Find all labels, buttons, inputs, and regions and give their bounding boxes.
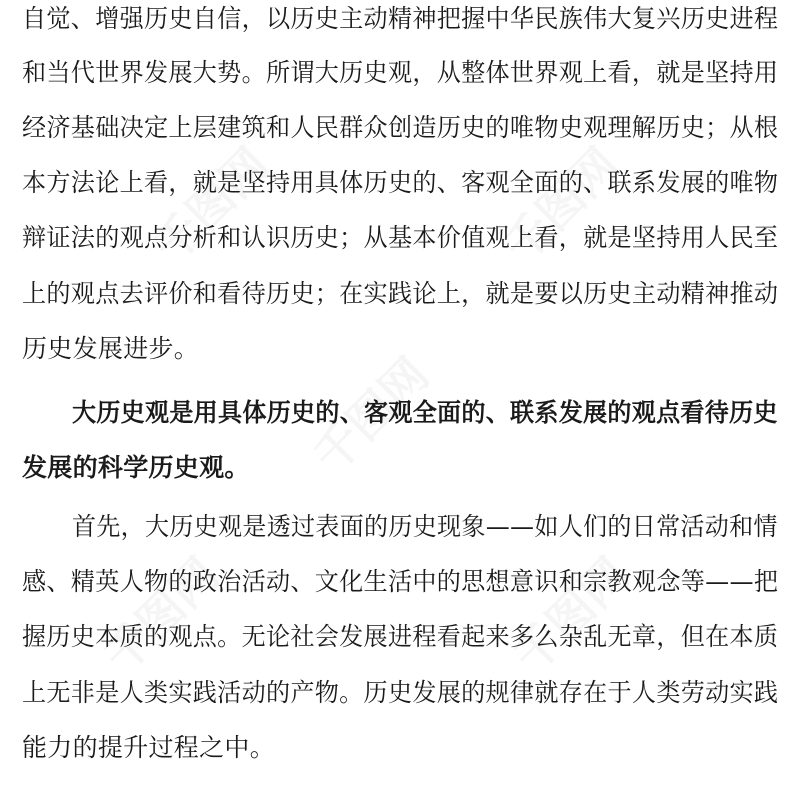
text-line: 握历史本质的观点。无论社会发展进程看起来多么杂乱无章，但在本质 bbox=[22, 622, 779, 651]
text-line: 辩证法的观点分析和认识历史；从基本价值观上看，就是坚持用人民至 bbox=[22, 223, 779, 252]
text-line: 历史发展进步。 bbox=[22, 334, 200, 363]
text-line: 本方法论上看，就是坚持用具体历史的、客观全面的、联系发展的唯物 bbox=[22, 168, 779, 197]
text-line: 上的观点去评价和看待历史；在实践论上，就是要以历史主动精神推动 bbox=[22, 279, 779, 308]
watermark: 千图网 bbox=[503, 547, 640, 684]
text-line: 首先，大历史观是透过表面的历史现象——如人们的日常活动和情 bbox=[72, 512, 778, 541]
watermark: 千图网 bbox=[493, 137, 630, 274]
text-line-bold: 大历史观是用具体历史的、客观全面的、联系发展的观点看待历史 bbox=[72, 398, 778, 427]
watermark: 千图网 bbox=[93, 547, 230, 684]
text-line: 和当代世界发展大势。所谓大历史观，从整体世界观上看，就是坚持用 bbox=[22, 58, 779, 87]
text-line: 能力的提升过程之中。 bbox=[22, 733, 276, 762]
text-line: 经济基础决定上层建筑和人民群众创造历史的唯物史观理解历史；从根 bbox=[22, 113, 779, 142]
text-line-bold: 发展的科学历史观。 bbox=[22, 453, 250, 482]
text-line: 自觉、增强历史自信，以历史主动精神把握中华民族伟大复兴历史进程 bbox=[22, 4, 779, 33]
watermark: 千图网 bbox=[303, 347, 440, 484]
text-line: 上无非是人类实践活动的产物。历史发展的规律就存在于人类劳动实践 bbox=[22, 678, 779, 707]
watermark: 千图网 bbox=[143, 137, 280, 274]
text-line: 感、精英人物的政治活动、文化生活中的思想意识和宗教观念等——把 bbox=[22, 567, 779, 596]
